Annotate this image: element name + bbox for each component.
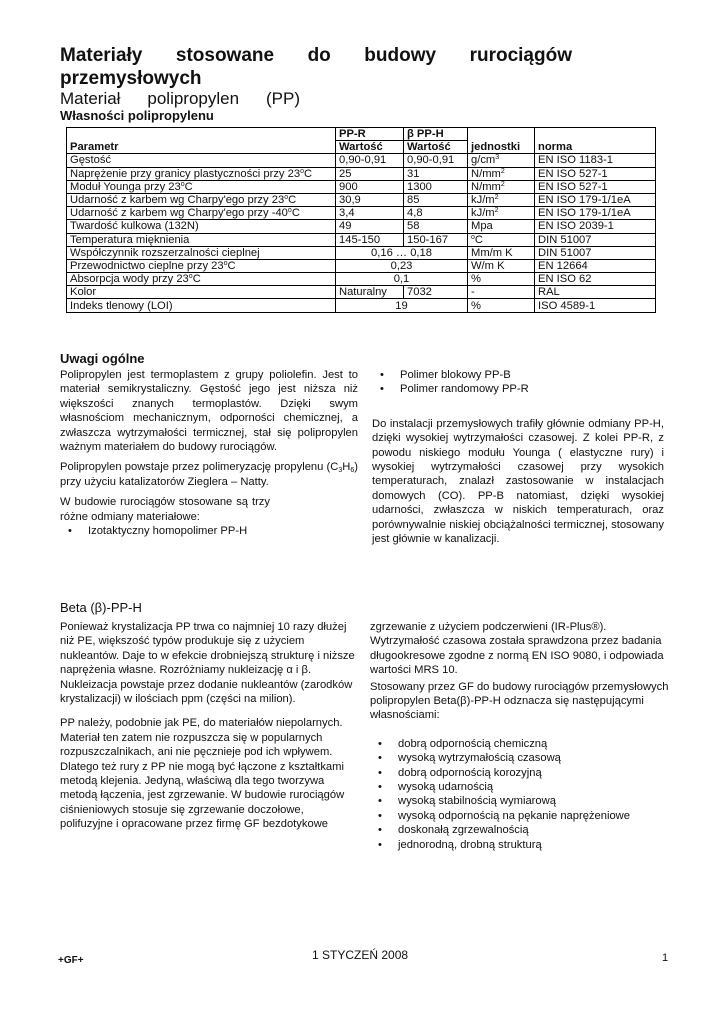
cell-value-pph: 7032 [404, 286, 468, 299]
list-item: • wysoką wytrzymałością czasową [370, 751, 670, 765]
cell-unit: $N/mm^2$ [468, 180, 535, 193]
cell-param: Naprężenie przy granicy plastyczności przy 23$^o$C [67, 167, 336, 180]
left-bullet-list [60, 524, 358, 538]
cell-param: Współczynnik rozszerzalności cieplnej [67, 246, 336, 259]
subtitle-word: (PP) [266, 89, 300, 108]
table-row [67, 220, 656, 233]
table-row [67, 246, 656, 259]
cell-value-ppr: 30,9 [336, 193, 404, 206]
cell-unit: $g/cm^3$ [468, 154, 535, 167]
uwagi-right-paragraph: Do instalacji przemysłowych trafiły głównie odmiany PP-H, dzięki wysokiej wytrzymałości czasowej. Z kolei PP-R, z powodu niskiego modułu Younga ( elastyczne rury) i wysokiej wytrzymałości czasowej przy wysokich temperaturach, znalazł zastosowanie w instalacjach domowych (CO). PP-B natomiast, dzięki wysokiej udarności, zwłaszcza w niskich temperaturach, oraz porównywalnie niskiej obciążalności termicznej, stosowany jest głównie w kanalizacji. [372, 417, 664, 546]
cell-value-ppr: 145-150 [336, 233, 404, 246]
cell-value-pph: 31 [404, 167, 468, 180]
footer-date: 1 STYCZEŃ 2008 [312, 948, 409, 962]
cell-value-pph: 58 [404, 220, 468, 233]
cell-norm: EN ISO 1183-1 [535, 154, 656, 167]
properties-table [66, 127, 656, 313]
cell-param: Temperatura mięknienia [67, 233, 336, 246]
right-bullet-list [372, 368, 664, 397]
beta-right-paragraph-2: Stosowany przez GF do budowy rurociągów przemysłowych polipropylen Beta(β)-PP-H odznacza się następującymi własnościami: [370, 680, 669, 722]
cell-unit: Mpa [468, 220, 535, 233]
beta-left-column [60, 620, 358, 838]
cell-param: Moduł Younga przy 23$^o$C [67, 180, 336, 193]
col-header-param: Parametr [67, 141, 336, 154]
cell-value-ppr: 49 [336, 220, 404, 233]
cell-unit: Mm/m K [468, 246, 535, 259]
uwagi-paragraph-1: Polipropylen jest termoplastem z grupy poliolefin. Jest to materiał semikrystaliczny. Gęstość jego jest niższa niż większości znanych termoplastów. Dzięki swym własnościom mechanicznym, odporności chemicznej, a zwłaszcza wytrzymałości termicznej, stał się polipropylen ważnym materiałem do budowy rurociągów. [60, 369, 358, 454]
cell-value-merged: 19 [336, 299, 468, 312]
beta-paragraph-2: PP należy, podobnie jak PE, do materiałów niepolarnych. Materiał ten zatem nie rozpuszcza się w popularnych rozpuszczalnikach, ani nie pęcznieje pod ich wpływem. Dlatego też rury z PP nie mogą być łączone z kształtkami metodą klejenia. Jedyną, właściwą dla tego tworzywa metodą łączenia, jest zgrzewanie. W budowie rurociągów ciśnieniowych stosuje się zgrzewanie doczołowe, polifuzyjne i opracowane przez firmę GF bezdotykowe [60, 717, 345, 831]
cell-unit: $^o$C [468, 233, 535, 246]
cell-param: Gęstość [67, 154, 336, 167]
cell-value-pph: 1300 [404, 180, 468, 193]
table-row [67, 193, 656, 206]
subtitle-word: polipropylen [147, 89, 240, 108]
page-number: 1 [662, 952, 669, 964]
cell-param: Przewodnictwo cieplne przy 23$^o$C [67, 259, 336, 272]
cell-param: Twardość kulkowa (132N) [67, 220, 336, 233]
cell-norm: EN ISO 527-1 [535, 167, 656, 180]
title-word: budowy [364, 45, 437, 66]
table-row [67, 167, 656, 180]
cell-value-ppr: 0,90-0,91 [336, 154, 404, 167]
table-group-header [67, 128, 656, 141]
cell-value-pph: 0,90-0,91 [404, 154, 468, 167]
beta-bullet-list [370, 737, 670, 852]
title-word: rurociągów [469, 45, 572, 66]
cell-norm: EN 12664 [535, 259, 656, 272]
group-header-ppr: PP-R [336, 128, 404, 141]
cell-param: Udarność z karbem wg Charpy'ego przy -40$^o$C [67, 207, 336, 220]
title-word: do [307, 45, 331, 66]
list-item: • Izotaktyczny homopolimer PP-H [60, 524, 358, 538]
cell-value-merged: 0,23 [336, 259, 468, 272]
cell-norm: DIN 51007 [535, 233, 656, 246]
cell-value-ppr: Naturalny [336, 286, 404, 299]
table-row [67, 259, 656, 272]
title-word: stosowane [175, 45, 275, 66]
table-row [67, 299, 656, 312]
cell-value-ppr: 25 [336, 167, 404, 180]
table-column-header [67, 141, 656, 154]
col-header-unit: jednostki [468, 141, 535, 154]
list-item: • Polimer blokowy PP-B [372, 368, 664, 382]
cell-unit: % [468, 273, 535, 286]
cell-norm: ISO 4589-1 [535, 299, 656, 312]
cell-norm: EN ISO 62 [535, 273, 656, 286]
cell-norm: EN ISO 2039-1 [535, 220, 656, 233]
list-item: • dobrą odpornością chemiczną [370, 737, 670, 751]
title-line-1 [60, 44, 572, 67]
list-item: • wysoką odpornością na pękanie naprężeniowe [370, 809, 670, 823]
subtitle-word: Materiał [60, 89, 121, 108]
gf-logo: +GF+ [58, 955, 84, 966]
subtitle [60, 89, 300, 109]
cell-value-ppr: 900 [336, 180, 404, 193]
cell-param: Kolor [67, 286, 336, 299]
properties-heading: Własności polipropylenu [60, 108, 214, 123]
table-row [67, 233, 656, 246]
cell-norm: RAL [535, 286, 656, 299]
cell-param: Indeks tlenowy (LOI) [67, 299, 336, 312]
uwagi-heading: Uwagi ogólne [60, 351, 145, 366]
cell-param: Absorpcja wody przy 23$^o$C [67, 273, 336, 286]
table-row [67, 154, 656, 167]
cell-unit: $kJ/m^2$ [468, 207, 535, 220]
table-row [67, 286, 656, 299]
col-header-norm: norma [535, 141, 656, 154]
cell-unit: % [468, 299, 535, 312]
cell-value-ppr: 3,4 [336, 207, 404, 220]
cell-unit: - [468, 286, 535, 299]
cell-unit: $N/mm^2$ [468, 167, 535, 180]
list-item: • doskonałą zgrzewalnością [370, 823, 670, 837]
list-item: • Polimer randomowy PP-R [372, 382, 664, 396]
cell-value-pph: 4,8 [404, 207, 468, 220]
beta-heading: Beta (β)-PP-H [60, 600, 142, 615]
cell-value-merged: 0,1 [336, 273, 468, 286]
table-row [67, 180, 656, 193]
group-header-pph: β PP-H [404, 128, 468, 141]
cell-value-pph: 85 [404, 193, 468, 206]
uwagi-paragraph-2: Polipropylen powstaje przez polimeryzację propylenu $(C_3H_6)$ przy użyciu katalizatorów Zieglera – Natty. [60, 461, 358, 488]
list-item: • wysoką udarnością [370, 780, 670, 794]
cell-param: Udarność z karbem wg Charpy'ego przy 23$^o$C [67, 193, 336, 206]
document-title [60, 44, 572, 90]
table-row [67, 207, 656, 220]
cell-value-pph: 150-167 [404, 233, 468, 246]
beta-right-column [370, 620, 670, 852]
list-item: • dobrą odpornością korozyjną [370, 766, 670, 780]
uwagi-right-column [372, 368, 664, 552]
cell-norm: EN ISO 179-1/1eA [535, 207, 656, 220]
uwagi-paragraph-3: W budowie rurociągów stosowane są trzy różne odmiany materiałowe: [60, 496, 270, 523]
col-header-pph: Wartość [404, 141, 468, 154]
col-header-ppr: Wartość [336, 141, 404, 154]
cell-norm: EN ISO 179-1/1eA [535, 193, 656, 206]
cell-norm: DIN 51007 [535, 246, 656, 259]
table-row [67, 273, 656, 286]
cell-norm: EN ISO 527-1 [535, 180, 656, 193]
uwagi-left-column [60, 368, 358, 538]
cell-unit: W/m K [468, 259, 535, 272]
title-line-2: przemysłowych [60, 68, 202, 89]
list-item: • jednorodną, drobną strukturą [370, 838, 670, 852]
beta-paragraph-1: Ponieważ krystalizacja PP trwa co najmniej 10 razy dłużej niż PE, większość typów produkuje się z użyciem nukleantów. Daje to w efekcie drobniejszą strukturę i niższe naprężenia własne. Rozróżniamy nukleizację α i β. Nukleizacja powstaje przez dodanie nukleantów (zarodków krystalizacji) w ilościach ppm (części na milion). [60, 621, 355, 706]
beta-right-paragraph-1: zgrzewanie z użyciem podczerwieni (IR-Plus®). Wytrzymałość czasowa została sprawdzona przez badania długookresowe zgodne z normą EN ISO 9080, i odpowiada wartości MRS 10. [370, 621, 664, 677]
list-item: • wysoką stabilnością wymiarową [370, 794, 670, 808]
title-word: Materiały [60, 45, 143, 66]
cell-unit: $kJ/m^2$ [468, 193, 535, 206]
cell-value-merged: 0,16 … 0,18 [336, 246, 468, 259]
